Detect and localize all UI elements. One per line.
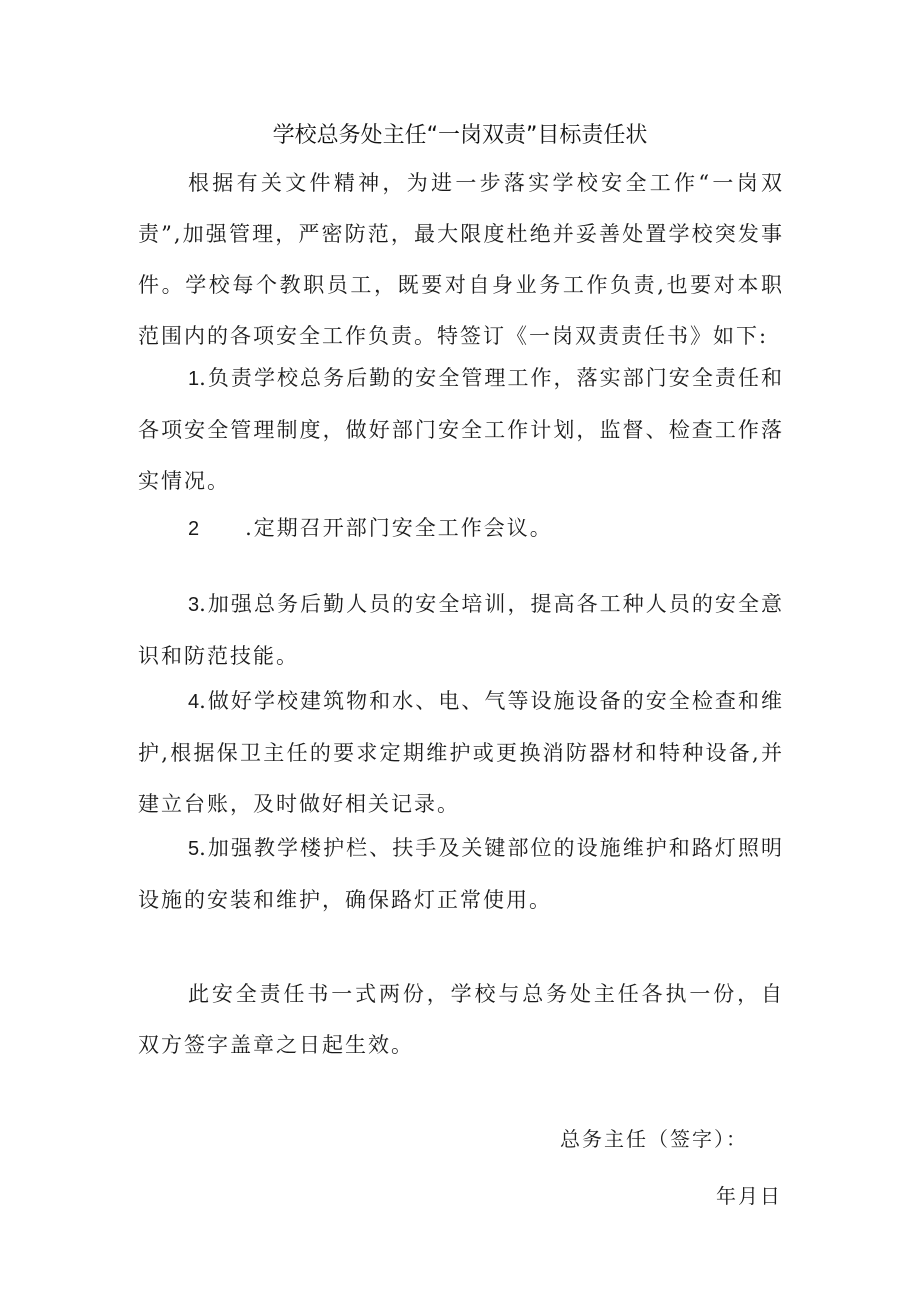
item-number: 2 [188,518,200,540]
item-number: 3 [188,594,200,616]
item-text: .加强总务后勤人员的安全培训，提高各工种人员的安全意识和防范技能。 [138,592,784,668]
item-text: .加强教学楼护栏、扶手及关键部位的设施维护和路灯照明设施的安装和维护，确保路灯正常使用。 [138,836,784,912]
document-title: 学校总务处主任“一岗双责”目标责任状 [272,123,648,148]
intro-paragraph: 根据有关文件精神，为进一步落实学校安全工作“一岗双责”,加强管理，严密防范，最大限度杜绝并妥善处置学校突发事件。学校每个教职员工，既要对自身业务工作负责,也要对本职范围内的各项安全工作负责。特签订《一岗双责责任书》如下: [138,171,784,348]
date-line: 年月日 [716,1184,782,1208]
item-text: .负责学校总务后勤的安全管理工作，落实部门安全责任和各项安全管理制度，做好部门安全工作计划，监督、检查工作落实情况。 [138,366,784,493]
item-number: 5 [188,838,200,860]
item-3 [138,579,784,682]
item-2 [188,508,553,549]
item-text: .做好学校建筑物和水、电、气等设施设备的安全检查和维护,根据保卫主任的要求定期维护或更换消防器材和特种设备,并建立台账，及时做好相关记录。 [138,689,784,816]
item-number: 4 [188,691,200,713]
closing-paragraph: 此安全责任书一式两份，学校与总务处主任各执一份，自双方签字盖章之日起生效。 [138,982,784,1057]
item-1 [138,353,784,507]
signature-line: 总务主任（签字）： [560,1127,748,1151]
item-5 [138,823,784,926]
item-4 [138,676,784,830]
item-number: 1 [188,368,200,390]
item-text: .定期召开部门安全工作会议。 [245,516,553,540]
